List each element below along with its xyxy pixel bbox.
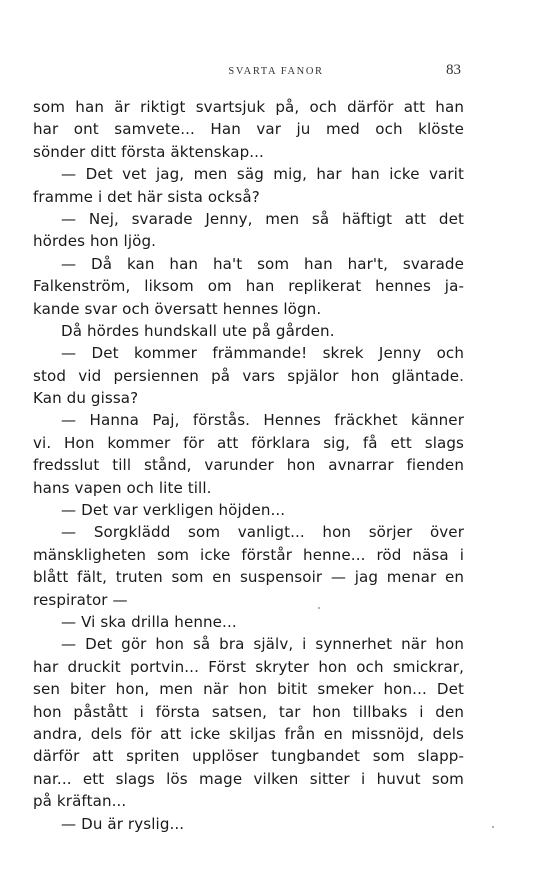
text-line: därför att spriten upplöser tungbandet som slapp-: [33, 747, 464, 766]
text-line: sönder ditt första äktenskap...: [33, 142, 264, 161]
text-line: — Du är ryslig...: [61, 814, 185, 833]
body-text: [33, 96, 464, 835]
text-line: — Det vet jag, men säg mig, har han icke varit: [61, 165, 464, 184]
text-line: respirator —: [33, 590, 128, 609]
text-line: mänskligheten som icke förstår henne... röd näsa i: [33, 545, 464, 564]
page-number: 83: [446, 62, 461, 78]
text-line: har druckit portvin... Först skryter hon och smickrar,: [33, 657, 464, 676]
print-speck: [492, 826, 494, 828]
text-line: — Det kommer främmande! skrek Jenny och: [61, 344, 464, 363]
text-line: Falkenström, liksom om han replikerat hennes ja-: [33, 277, 464, 296]
text-line: — Det gör hon så bra själv, i synnerhet när hon: [61, 635, 464, 654]
text-line: — Det var verkligen höjden...: [61, 501, 286, 520]
text-line: har ont samvete... Han var ju med och klöste: [33, 120, 464, 139]
text-line: kande svar och översatt hennes lögn.: [33, 299, 322, 318]
text-line: — Nej, svarade Jenny, men så häftigt att det: [61, 209, 464, 228]
text-line: framme i det här sista också?: [33, 187, 260, 206]
text-line: — Vi ska drilla henne...: [61, 612, 237, 631]
text-line: hördes hon ljög.: [33, 232, 157, 251]
text-line: blått fält, truten som en suspensoir — jag menar en: [33, 568, 464, 587]
text-line: — Hanna Paj, förstås. Hennes fräckhet känner: [61, 411, 464, 430]
text-line: vi. Hon kommer för att förklara sig, få ett slags: [33, 433, 464, 452]
running-title: SVARTA FANOR: [228, 66, 324, 77]
text-line: som han är riktigt svartsjuk på, och därför att han: [33, 98, 464, 116]
text-line: stod vid persiennen på vars spjälor hon gläntade.: [33, 366, 464, 385]
text-line: — Då kan han ha't som han har't, svarade: [61, 254, 464, 273]
print-speck: [318, 607, 320, 609]
text-line: andra, dels för att icke skiljas från en missnöjd, dels: [33, 724, 464, 743]
text-line: sen biter hon, men när hon bitit smeker hon... Det: [33, 680, 464, 699]
text-line: Då hördes hundskall ute på gården.: [61, 321, 335, 340]
text-line: fredsslut till stånd, varunder hon avnarrar fienden: [33, 456, 464, 475]
text-line: hon påstått i första satsen, tar hon tillbaks i den: [33, 702, 464, 721]
text-line: Kan du gissa?: [33, 389, 139, 408]
text-line: — Sorgklädd som vanligt... hon sörjer över: [61, 523, 464, 542]
text-line: hans vapen och lite till.: [33, 478, 212, 497]
running-head: [0, 62, 552, 82]
text-line: nar... ett slags lös mage vilken sitter i huvut som: [33, 769, 464, 788]
text-line: på kräftan...: [33, 792, 127, 811]
